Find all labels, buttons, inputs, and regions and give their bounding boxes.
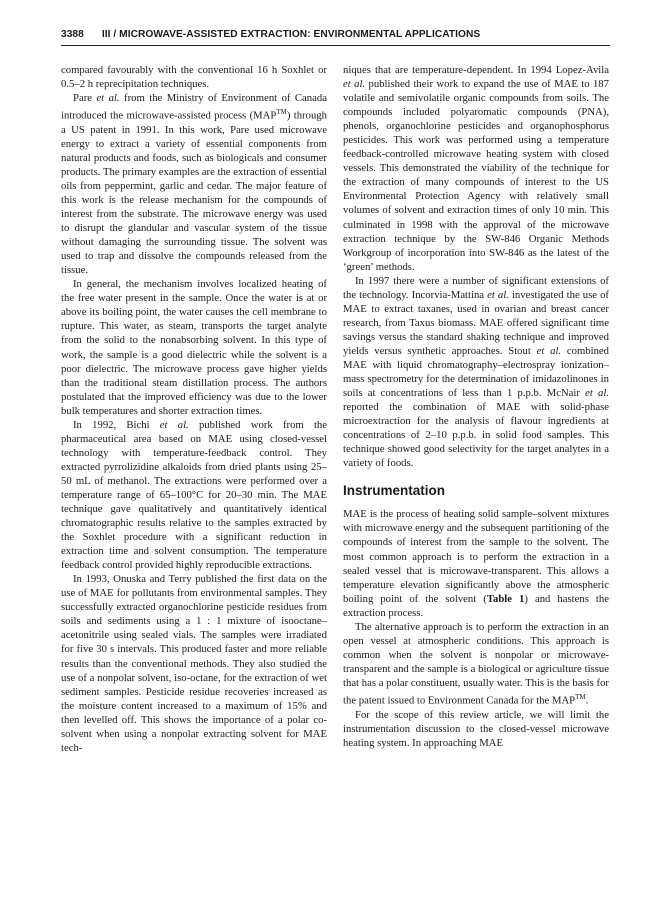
paragraph: MAE is the process of heating solid sample–solvent mixtures with microwave energy and the subsequent partitioning of the compounds of interest from the sample to the solvent. The most common approach is to perform the extraction in a sealed vessel that is microwave-transparent. This allows a temperature elevation significantly above the atmospheric boiling point of the solvent (Table 1) and hastens the extraction process.: [343, 508, 609, 619]
running-header: [61, 29, 610, 43]
paragraph: The alternative approach is to perform the extraction in an open vessel at atmospheric conditions. This approach is common when the solvent is nonpolar or microwave-transparent and the sample is a biological or agriculture tissue that has a polar constituent, usually water. This is the basis for the patent issued to Environment Canada for the MAP™.: [343, 620, 609, 707]
paragraph: In general, the mechanism involves localized heating of the free water present in the sample. Once the water is at or above its boiling point, the water causes the cell membrane to rupture. This water, as steam, transports the target analyte from the solid to the nonabsorbing solvent. In this type of work, the sample is a good dielectric while the solvent is a poor dielectric. The microwave process gave higher yields than the traditional steam distillation process. The authors postulated that the improved efficiency was due to the lower bulk temperatures and shorter extraction times.: [61, 278, 327, 417]
right-column: [343, 63, 609, 750]
table-reference[interactable]: Table 1: [486, 592, 525, 605]
page-number: 3388: [61, 29, 84, 40]
left-column: [61, 63, 327, 755]
paragraph: compared favourably with the conventional 16 h Soxhlet or 0.5–2 h reprecipitation techniques.: [61, 64, 327, 91]
paragraph: niques that are temperature-dependent. In 1994 Lopez-Avila et al. published their work to expand the use of MAE to 187 volatile and semivolatile organic compounds from soils. The compounds included polyaromatic compounds (PNA), phenols, organochlorine pesticides and organophosphorus pesticides. This work was performed using a temperature feedback-controlled microwave heating system with closed vessels. This demonstrated the viability of the technique for the extraction of many compounds of interest to the US Environmental Protection Agency with relatively small volumes of solvent and extraction times of only 10 min. This culminated in 1998 with the approval of the microwave extraction technique by the SW-846 Organic Methods Workgroup of incorporation into SW-846 as the latest of the ‘green’ methods.: [343, 64, 609, 273]
paragraph: In 1997 there were a number of significant extensions of the technology. Incorvia-Mattina et al. investigated the use of MAE to extract taxanes, used in ovarian and breast cancer research, from Taxus biomass. MAE offered significant time savings versus the standard shaking technique and improved yields versus synthetic approaches. Stout et al. combined MAE with liquid chromatography–electrospray ionization–mass spectrometry for the determination of imidazolinones in soils at concentrations of less than 1 p.p.b. McNair et al. reported the combination of MAE with solid-phase microextraction for the analysis of flavour ingredients at concentrations of 2–10 p.p.b. in solid food samples. This technique showed good selectivity for the target analytes in a variety of foods.: [343, 274, 610, 470]
paragraph: In 1993, Onuska and Terry published the first data on the use of MAE for pollutants from environmental samples. They successfully extracted organochlorine pesticide residues from soils and sediments using a 1 : 1 mixture of isooctane–acetonitrile using sealed vials. The samples were irradiated for five 30 s intervals. This produced faster and more reliable results than the conventional methods. They also studied the use of a nonpolar solvent, iso-octane, for the extraction of wet sediment samples. Pesticide residue recoveries increased as the moisture content increased to a maximum of 15% and then levelled off. This shows the importance of a polar co-solvent when using a nonpolar extracting solvent for MAE tech-: [61, 573, 327, 754]
header-rule: [61, 45, 610, 46]
paragraph: For the scope of this review article, we will limit the instrumentation discussion to the closed-vessel microwave heating system. In approaching MAE: [343, 708, 609, 749]
running-title: III / MICROWAVE-ASSISTED EXTRACTION: ENVIRONMENTAL APPLICATIONS: [101, 29, 481, 40]
paragraph: In 1992, Bichi et al. published work from the pharmaceutical area based on MAE using closed-vessel technology with temperature-feedback control. They extracted pyrrolizidine alkaloids from dried plants using 25–50 mL of methanol. The extractions were performed over a temperature range of 65–100°C for 20–30 min. The MAE technique gave qualitatively and quantitatively identical chromatographic results relative to the samples extracted by the Soxhlet procedure with a significant reduction in extraction time and solvent consumption. The temperature feedback control provided highly reproducible extractions.: [61, 418, 328, 572]
section-heading: Instrumentation: [343, 483, 446, 499]
paragraph: Pare et al. from the Ministry of Environment of Canada introduced the microwave-assisted process (MAP™) through a US patent in 1991. In this work, Pare used microwave energy to extract a variety of essential components from natural products and foods, such as biologicals and consumer products. The primary examples are the extraction of essential oils from peppermint, garlic and cedar. The major feature of this work is the release mechanism for the compounds of interest from the substrate. The microwave energy was used to disrupt the glandular and vascular system of the tissue without damaging the surrounding tissue. The solvent was used to trap and dissolve the compounds released from the tissue.: [61, 92, 328, 277]
